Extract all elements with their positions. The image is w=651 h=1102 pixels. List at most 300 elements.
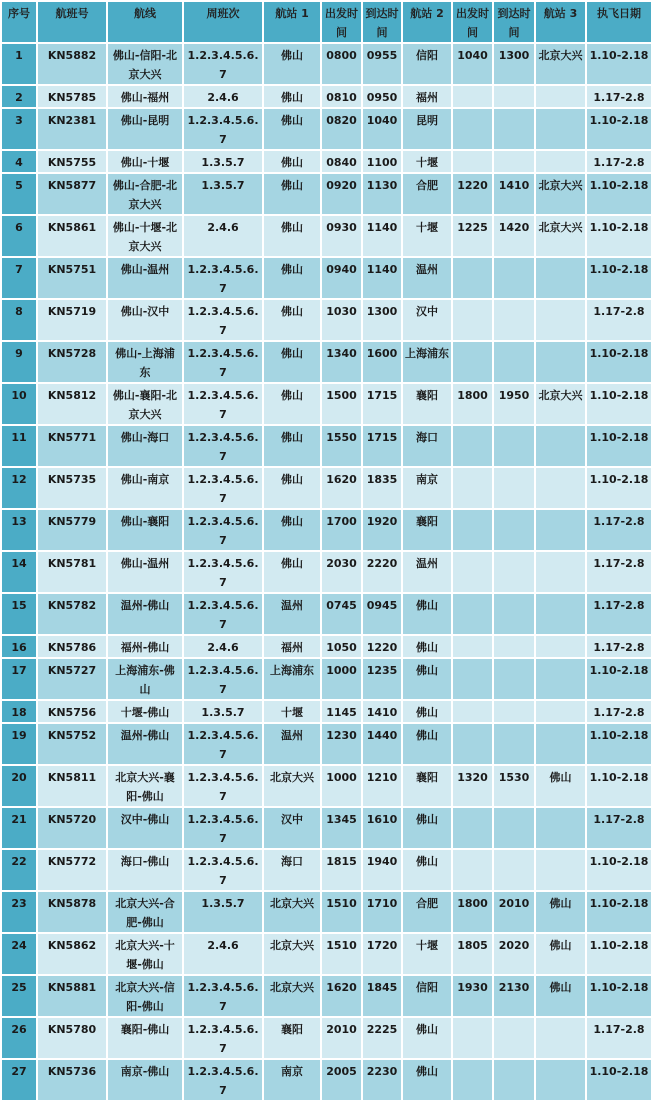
station-3-cell: 佛山 (535, 975, 586, 1017)
operating-period-cell: 1.10-2.18 (586, 723, 651, 765)
flight-no-cell: KN5735 (37, 467, 107, 509)
station-1-cell: 佛山 (263, 509, 321, 551)
station-2-cell: 海口 (402, 425, 452, 467)
table-row (1, 635, 651, 658)
departure-2-cell (452, 257, 493, 299)
operating-period-cell: 1.17-2.8 (586, 509, 651, 551)
table-row (1, 299, 651, 341)
station-1-cell: 佛山 (263, 383, 321, 425)
route-cell: 北京大兴-合肥-佛山 (107, 891, 183, 933)
station-2-cell: 信阳 (402, 975, 452, 1017)
route-cell: 佛山-温州 (107, 551, 183, 593)
arrival-1-cell: 1300 (362, 299, 402, 341)
header-operating-period: 执飞日期 (586, 1, 651, 43)
index-cell: 23 (1, 891, 37, 933)
station-1-cell: 北京大兴 (263, 933, 321, 975)
arrival-2-cell: 1410 (493, 173, 535, 215)
route-cell: 福州-佛山 (107, 635, 183, 658)
departure-2-cell (452, 723, 493, 765)
station-1-cell: 佛山 (263, 150, 321, 173)
station-1-cell: 佛山 (263, 425, 321, 467)
index-cell: 5 (1, 173, 37, 215)
arrival-2-cell (493, 85, 535, 108)
weekly-days-cell: 1.2.3.4.5.6.7 (183, 849, 263, 891)
weekly-days-cell: 1.2.3.4.5.6.7 (183, 257, 263, 299)
arrival-2-cell (493, 257, 535, 299)
header-departure-2: 出发时间 (452, 1, 493, 43)
station-3-cell (535, 849, 586, 891)
weekly-days-cell: 1.2.3.4.5.6.7 (183, 108, 263, 150)
departure-2-cell (452, 150, 493, 173)
departure-1-cell: 0940 (321, 257, 362, 299)
table-row (1, 723, 651, 765)
station-2-cell: 佛山 (402, 849, 452, 891)
route-cell: 南京-佛山 (107, 1059, 183, 1101)
flight-no-cell: KN5779 (37, 509, 107, 551)
departure-2-cell: 1320 (452, 765, 493, 807)
arrival-2-cell (493, 1017, 535, 1059)
index-cell: 7 (1, 257, 37, 299)
index-cell: 4 (1, 150, 37, 173)
index-cell: 18 (1, 700, 37, 723)
table-row (1, 658, 651, 700)
flight-no-cell: KN5736 (37, 1059, 107, 1101)
index-cell: 19 (1, 723, 37, 765)
departure-2-cell: 1225 (452, 215, 493, 257)
arrival-2-cell (493, 593, 535, 635)
index-cell: 22 (1, 849, 37, 891)
operating-period-cell: 1.10-2.18 (586, 891, 651, 933)
arrival-2-cell (493, 635, 535, 658)
departure-1-cell: 1510 (321, 933, 362, 975)
station-2-cell: 襄阳 (402, 383, 452, 425)
station-2-cell: 襄阳 (402, 765, 452, 807)
weekly-days-cell: 1.2.3.4.5.6.7 (183, 467, 263, 509)
route-cell: 海口-佛山 (107, 849, 183, 891)
table-body (1, 43, 651, 1101)
header-route: 航线 (107, 1, 183, 43)
weekly-days-cell: 1.2.3.4.5.6.7 (183, 807, 263, 849)
station-3-cell (535, 85, 586, 108)
arrival-1-cell: 0950 (362, 85, 402, 108)
departure-1-cell: 1620 (321, 975, 362, 1017)
weekly-days-cell: 1.2.3.4.5.6.7 (183, 658, 263, 700)
route-cell: 北京大兴-襄阳-佛山 (107, 765, 183, 807)
departure-2-cell (452, 467, 493, 509)
table-row (1, 700, 651, 723)
operating-period-cell: 1.17-2.8 (586, 635, 651, 658)
departure-2-cell (452, 551, 493, 593)
departure-1-cell: 1000 (321, 765, 362, 807)
station-3-cell (535, 425, 586, 467)
weekly-days-cell: 1.3.5.7 (183, 700, 263, 723)
arrival-1-cell: 1720 (362, 933, 402, 975)
index-cell: 25 (1, 975, 37, 1017)
arrival-2-cell (493, 150, 535, 173)
station-1-cell: 佛山 (263, 215, 321, 257)
station-2-cell: 佛山 (402, 723, 452, 765)
operating-period-cell: 1.10-2.18 (586, 383, 651, 425)
departure-1-cell: 1145 (321, 700, 362, 723)
flight-no-cell: KN5755 (37, 150, 107, 173)
arrival-2-cell (493, 700, 535, 723)
departure-2-cell: 1040 (452, 43, 493, 85)
station-1-cell: 温州 (263, 593, 321, 635)
station-3-cell (535, 700, 586, 723)
operating-period-cell: 1.10-2.18 (586, 43, 651, 85)
departure-1-cell: 2005 (321, 1059, 362, 1101)
weekly-days-cell: 1.2.3.4.5.6.7 (183, 593, 263, 635)
arrival-2-cell (493, 425, 535, 467)
station-3-cell: 北京大兴 (535, 383, 586, 425)
index-cell: 26 (1, 1017, 37, 1059)
table-row (1, 551, 651, 593)
departure-2-cell (452, 658, 493, 700)
operating-period-cell: 1.17-2.8 (586, 150, 651, 173)
weekly-days-cell: 1.2.3.4.5.6.7 (183, 299, 263, 341)
station-2-cell: 襄阳 (402, 509, 452, 551)
departure-2-cell (452, 341, 493, 383)
station-1-cell: 南京 (263, 1059, 321, 1101)
table-row (1, 341, 651, 383)
weekly-days-cell: 2.4.6 (183, 215, 263, 257)
departure-2-cell (452, 85, 493, 108)
weekly-days-cell: 1.2.3.4.5.6.7 (183, 723, 263, 765)
arrival-2-cell (493, 299, 535, 341)
operating-period-cell: 1.10-2.18 (586, 341, 651, 383)
table-row (1, 85, 651, 108)
table-row (1, 975, 651, 1017)
weekly-days-cell: 1.2.3.4.5.6.7 (183, 43, 263, 85)
route-cell: 佛山-昆明 (107, 108, 183, 150)
arrival-2-cell: 2130 (493, 975, 535, 1017)
table-row (1, 933, 651, 975)
route-cell: 佛山-襄阳 (107, 509, 183, 551)
arrival-1-cell: 1845 (362, 975, 402, 1017)
departure-2-cell: 1930 (452, 975, 493, 1017)
station-3-cell (535, 807, 586, 849)
station-1-cell: 汉中 (263, 807, 321, 849)
station-3-cell: 北京大兴 (535, 173, 586, 215)
departure-2-cell (452, 425, 493, 467)
station-1-cell: 佛山 (263, 341, 321, 383)
weekly-days-cell: 1.3.5.7 (183, 150, 263, 173)
station-3-cell (535, 1059, 586, 1101)
operating-period-cell: 1.10-2.18 (586, 1059, 651, 1101)
flight-no-cell: KN5719 (37, 299, 107, 341)
station-3-cell (535, 551, 586, 593)
weekly-days-cell: 1.2.3.4.5.6.7 (183, 509, 263, 551)
table-row (1, 1017, 651, 1059)
index-cell: 8 (1, 299, 37, 341)
departure-1-cell: 1230 (321, 723, 362, 765)
flight-no-cell: KN5780 (37, 1017, 107, 1059)
arrival-1-cell: 1920 (362, 509, 402, 551)
departure-1-cell: 0745 (321, 593, 362, 635)
table-row (1, 425, 651, 467)
table-row (1, 1059, 651, 1101)
station-2-cell: 佛山 (402, 593, 452, 635)
route-cell: 上海浦东-佛山 (107, 658, 183, 700)
arrival-1-cell: 1210 (362, 765, 402, 807)
flight-no-cell: KN5812 (37, 383, 107, 425)
station-1-cell: 北京大兴 (263, 975, 321, 1017)
departure-1-cell: 0920 (321, 173, 362, 215)
weekly-days-cell: 1.2.3.4.5.6.7 (183, 383, 263, 425)
route-cell: 佛山-十堰-北京大兴 (107, 215, 183, 257)
header-arrival-2: 到达时间 (493, 1, 535, 43)
arrival-1-cell: 1835 (362, 467, 402, 509)
route-cell: 北京大兴-信阳-佛山 (107, 975, 183, 1017)
departure-2-cell (452, 593, 493, 635)
departure-1-cell: 0810 (321, 85, 362, 108)
flight-no-cell: KN5881 (37, 975, 107, 1017)
index-cell: 20 (1, 765, 37, 807)
arrival-2-cell (493, 108, 535, 150)
station-1-cell: 襄阳 (263, 1017, 321, 1059)
index-cell: 11 (1, 425, 37, 467)
header-station-2: 航站 2 (402, 1, 452, 43)
station-3-cell: 北京大兴 (535, 215, 586, 257)
flight-no-cell: KN5782 (37, 593, 107, 635)
table-row (1, 765, 651, 807)
arrival-2-cell (493, 723, 535, 765)
flight-no-cell: KN5720 (37, 807, 107, 849)
arrival-1-cell: 1220 (362, 635, 402, 658)
operating-period-cell: 1.10-2.18 (586, 933, 651, 975)
table-row (1, 467, 651, 509)
station-2-cell: 汉中 (402, 299, 452, 341)
station-1-cell: 佛山 (263, 85, 321, 108)
route-cell: 襄阳-佛山 (107, 1017, 183, 1059)
table-row (1, 593, 651, 635)
weekly-days-cell: 1.3.5.7 (183, 891, 263, 933)
station-1-cell: 海口 (263, 849, 321, 891)
weekly-days-cell: 1.2.3.4.5.6.7 (183, 1017, 263, 1059)
station-1-cell: 佛山 (263, 299, 321, 341)
header-station-3: 航站 3 (535, 1, 586, 43)
flight-no-cell: KN5861 (37, 215, 107, 257)
flight-no-cell: KN5785 (37, 85, 107, 108)
departure-2-cell: 1220 (452, 173, 493, 215)
departure-2-cell (452, 1017, 493, 1059)
flight-no-cell: KN5882 (37, 43, 107, 85)
station-3-cell (535, 257, 586, 299)
arrival-2-cell (493, 658, 535, 700)
operating-period-cell: 1.17-2.8 (586, 85, 651, 108)
index-cell: 6 (1, 215, 37, 257)
index-cell: 9 (1, 341, 37, 383)
arrival-2-cell: 2020 (493, 933, 535, 975)
operating-period-cell: 1.10-2.18 (586, 765, 651, 807)
arrival-1-cell: 2225 (362, 1017, 402, 1059)
flight-no-cell: KN5728 (37, 341, 107, 383)
header-flight-no: 航班号 (37, 1, 107, 43)
station-3-cell (535, 299, 586, 341)
operating-period-cell: 1.17-2.8 (586, 700, 651, 723)
station-1-cell: 佛山 (263, 173, 321, 215)
departure-1-cell: 0930 (321, 215, 362, 257)
flight-no-cell: KN5811 (37, 765, 107, 807)
departure-1-cell: 2010 (321, 1017, 362, 1059)
departure-2-cell (452, 700, 493, 723)
route-cell: 佛山-信阳-北京大兴 (107, 43, 183, 85)
departure-2-cell: 1805 (452, 933, 493, 975)
flight-no-cell: KN5781 (37, 551, 107, 593)
operating-period-cell: 1.17-2.8 (586, 593, 651, 635)
flight-no-cell: KN5877 (37, 173, 107, 215)
departure-1-cell: 1500 (321, 383, 362, 425)
operating-period-cell: 1.10-2.18 (586, 108, 651, 150)
operating-period-cell: 1.10-2.18 (586, 257, 651, 299)
index-cell: 16 (1, 635, 37, 658)
flight-no-cell: KN5756 (37, 700, 107, 723)
station-3-cell (535, 723, 586, 765)
station-3-cell (535, 341, 586, 383)
table-row (1, 173, 651, 215)
arrival-2-cell: 1300 (493, 43, 535, 85)
arrival-1-cell: 1100 (362, 150, 402, 173)
route-cell: 十堰-佛山 (107, 700, 183, 723)
station-1-cell: 佛山 (263, 43, 321, 85)
arrival-2-cell (493, 849, 535, 891)
table-row (1, 43, 651, 85)
arrival-1-cell: 0945 (362, 593, 402, 635)
station-1-cell: 福州 (263, 635, 321, 658)
station-2-cell: 温州 (402, 551, 452, 593)
flight-no-cell: KN5771 (37, 425, 107, 467)
arrival-1-cell: 1040 (362, 108, 402, 150)
station-2-cell: 佛山 (402, 1017, 452, 1059)
route-cell: 汉中-佛山 (107, 807, 183, 849)
arrival-1-cell: 2220 (362, 551, 402, 593)
arrival-2-cell (493, 1059, 535, 1101)
departure-1-cell: 0840 (321, 150, 362, 173)
route-cell: 温州-佛山 (107, 593, 183, 635)
route-cell: 佛山-十堰 (107, 150, 183, 173)
departure-2-cell (452, 1059, 493, 1101)
operating-period-cell: 1.10-2.18 (586, 658, 651, 700)
operating-period-cell: 1.10-2.18 (586, 215, 651, 257)
route-cell: 佛山-合肥-北京大兴 (107, 173, 183, 215)
station-3-cell (535, 635, 586, 658)
arrival-1-cell: 1130 (362, 173, 402, 215)
station-2-cell: 佛山 (402, 1059, 452, 1101)
station-3-cell (535, 150, 586, 173)
departure-1-cell: 1340 (321, 341, 362, 383)
table-row (1, 150, 651, 173)
station-2-cell: 十堰 (402, 933, 452, 975)
station-2-cell: 信阳 (402, 43, 452, 85)
arrival-1-cell: 0955 (362, 43, 402, 85)
arrival-2-cell (493, 509, 535, 551)
departure-1-cell: 1000 (321, 658, 362, 700)
station-2-cell: 佛山 (402, 700, 452, 723)
index-cell: 13 (1, 509, 37, 551)
station-3-cell: 北京大兴 (535, 43, 586, 85)
departure-2-cell (452, 299, 493, 341)
index-cell: 3 (1, 108, 37, 150)
weekly-days-cell: 1.2.3.4.5.6.7 (183, 1059, 263, 1101)
weekly-days-cell: 1.2.3.4.5.6.7 (183, 341, 263, 383)
route-cell: 温州-佛山 (107, 723, 183, 765)
station-1-cell: 十堰 (263, 700, 321, 723)
route-cell: 佛山-汉中 (107, 299, 183, 341)
index-cell: 10 (1, 383, 37, 425)
arrival-2-cell (493, 807, 535, 849)
arrival-1-cell: 1610 (362, 807, 402, 849)
departure-2-cell: 1800 (452, 383, 493, 425)
departure-2-cell (452, 509, 493, 551)
station-1-cell: 北京大兴 (263, 891, 321, 933)
flight-no-cell: KN5727 (37, 658, 107, 700)
departure-1-cell: 1700 (321, 509, 362, 551)
station-3-cell (535, 658, 586, 700)
station-1-cell: 佛山 (263, 257, 321, 299)
station-3-cell: 佛山 (535, 933, 586, 975)
station-2-cell: 昆明 (402, 108, 452, 150)
route-cell: 佛山-温州 (107, 257, 183, 299)
flight-no-cell: KN5751 (37, 257, 107, 299)
station-2-cell: 福州 (402, 85, 452, 108)
weekly-days-cell: 1.2.3.4.5.6.7 (183, 765, 263, 807)
index-cell: 15 (1, 593, 37, 635)
table-row (1, 257, 651, 299)
operating-period-cell: 1.10-2.18 (586, 173, 651, 215)
header-row (1, 1, 651, 43)
station-2-cell: 温州 (402, 257, 452, 299)
departure-1-cell: 1050 (321, 635, 362, 658)
route-cell: 佛山-南京 (107, 467, 183, 509)
operating-period-cell: 1.17-2.8 (586, 299, 651, 341)
station-3-cell: 佛山 (535, 891, 586, 933)
route-cell: 佛山-上海浦东 (107, 341, 183, 383)
weekly-days-cell: 1.2.3.4.5.6.7 (183, 975, 263, 1017)
table-row (1, 108, 651, 150)
arrival-1-cell: 1235 (362, 658, 402, 700)
header-arrival-1: 到达时间 (362, 1, 402, 43)
index-cell: 14 (1, 551, 37, 593)
route-cell: 北京大兴-十堰-佛山 (107, 933, 183, 975)
station-2-cell: 南京 (402, 467, 452, 509)
station-1-cell: 温州 (263, 723, 321, 765)
station-1-cell: 佛山 (263, 467, 321, 509)
station-2-cell: 上海浦东 (402, 341, 452, 383)
table-row (1, 891, 651, 933)
station-2-cell: 合肥 (402, 891, 452, 933)
operating-period-cell: 1.10-2.18 (586, 849, 651, 891)
table-row (1, 509, 651, 551)
arrival-2-cell (493, 551, 535, 593)
arrival-1-cell: 1940 (362, 849, 402, 891)
arrival-1-cell: 2230 (362, 1059, 402, 1101)
arrival-2-cell: 2010 (493, 891, 535, 933)
arrival-1-cell: 1600 (362, 341, 402, 383)
route-cell: 佛山-福州 (107, 85, 183, 108)
station-1-cell: 北京大兴 (263, 765, 321, 807)
departure-1-cell: 0820 (321, 108, 362, 150)
station-3-cell: 佛山 (535, 765, 586, 807)
table-row (1, 849, 651, 891)
table-row (1, 383, 651, 425)
arrival-2-cell: 1530 (493, 765, 535, 807)
arrival-1-cell: 1440 (362, 723, 402, 765)
operating-period-cell: 1.10-2.18 (586, 467, 651, 509)
arrival-2-cell: 1950 (493, 383, 535, 425)
arrival-1-cell: 1715 (362, 425, 402, 467)
index-cell: 1 (1, 43, 37, 85)
index-cell: 12 (1, 467, 37, 509)
